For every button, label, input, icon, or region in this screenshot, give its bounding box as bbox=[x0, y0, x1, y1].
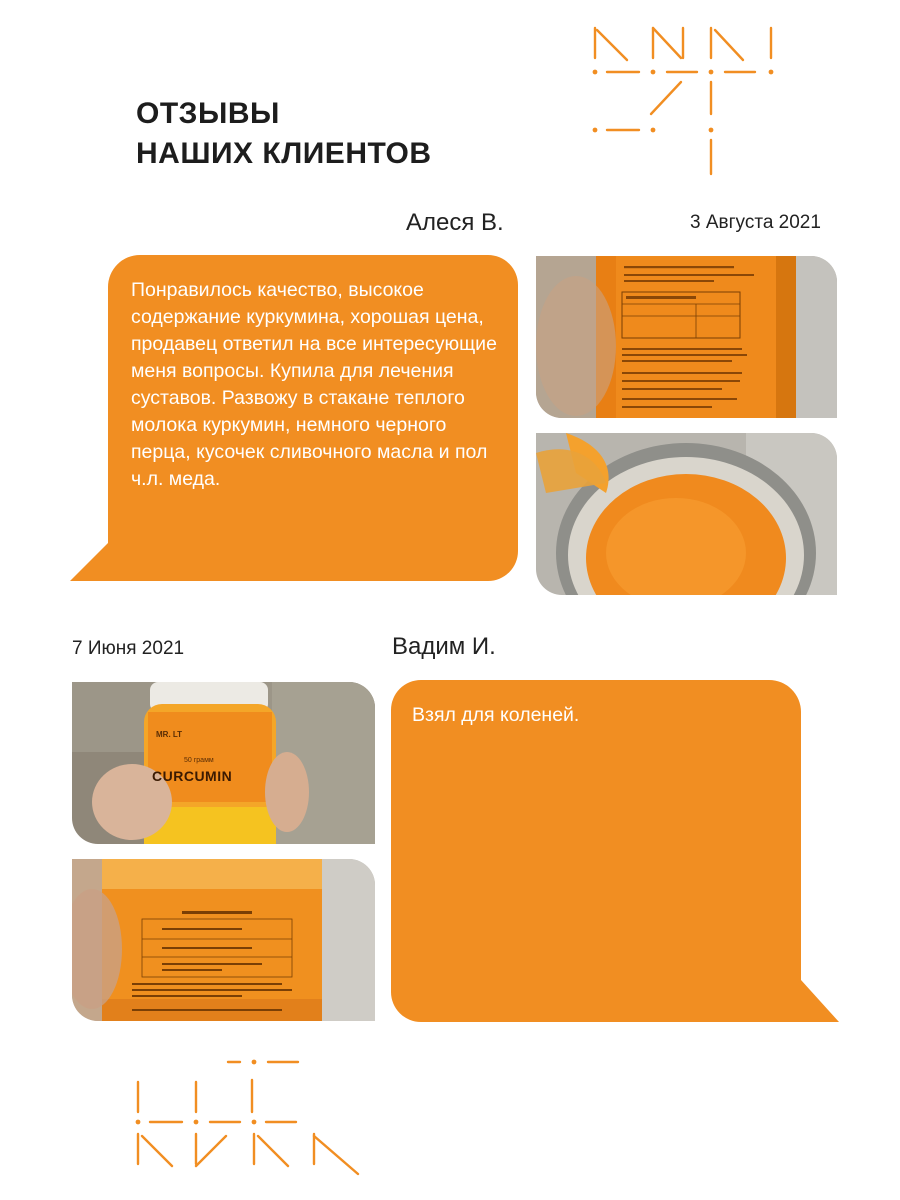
title-line-2: НАШИХ КЛИЕНТОВ bbox=[136, 137, 432, 170]
page-title bbox=[136, 94, 432, 174]
title-line-1: ОТЗЫВЫ bbox=[136, 97, 280, 130]
product-name: CURCUMIN bbox=[152, 768, 233, 784]
review-photo bbox=[536, 256, 837, 418]
decorative-ornament-bottom bbox=[128, 1052, 368, 1182]
product-weight: 50 грамм bbox=[184, 757, 214, 764]
product-brand: MR. LT bbox=[156, 730, 183, 739]
review-text: Понравилось качество, высокое содержание куркумина, хорошая цена, продавец ответил на все интересующие меня вопросы. Купила для лечения суставов. Развожу в стакане теплого молока куркумин, немного черного перца, кусочек сливочного масла и пол ч.л. меда. bbox=[131, 279, 497, 490]
review-date: 3 Августа 2021 bbox=[690, 212, 821, 233]
review-text: Взял для коленей. bbox=[412, 704, 580, 726]
review-photo bbox=[536, 433, 837, 595]
review-bubble bbox=[391, 680, 841, 1024]
reviewer-name: Алеся В. bbox=[406, 209, 504, 236]
reviewer-name: Вадим И. bbox=[392, 633, 496, 660]
decorative-ornament-top bbox=[585, 20, 785, 180]
review-photo bbox=[72, 682, 375, 844]
review-photo bbox=[72, 859, 375, 1021]
review-date: 7 Июня 2021 bbox=[72, 638, 185, 659]
